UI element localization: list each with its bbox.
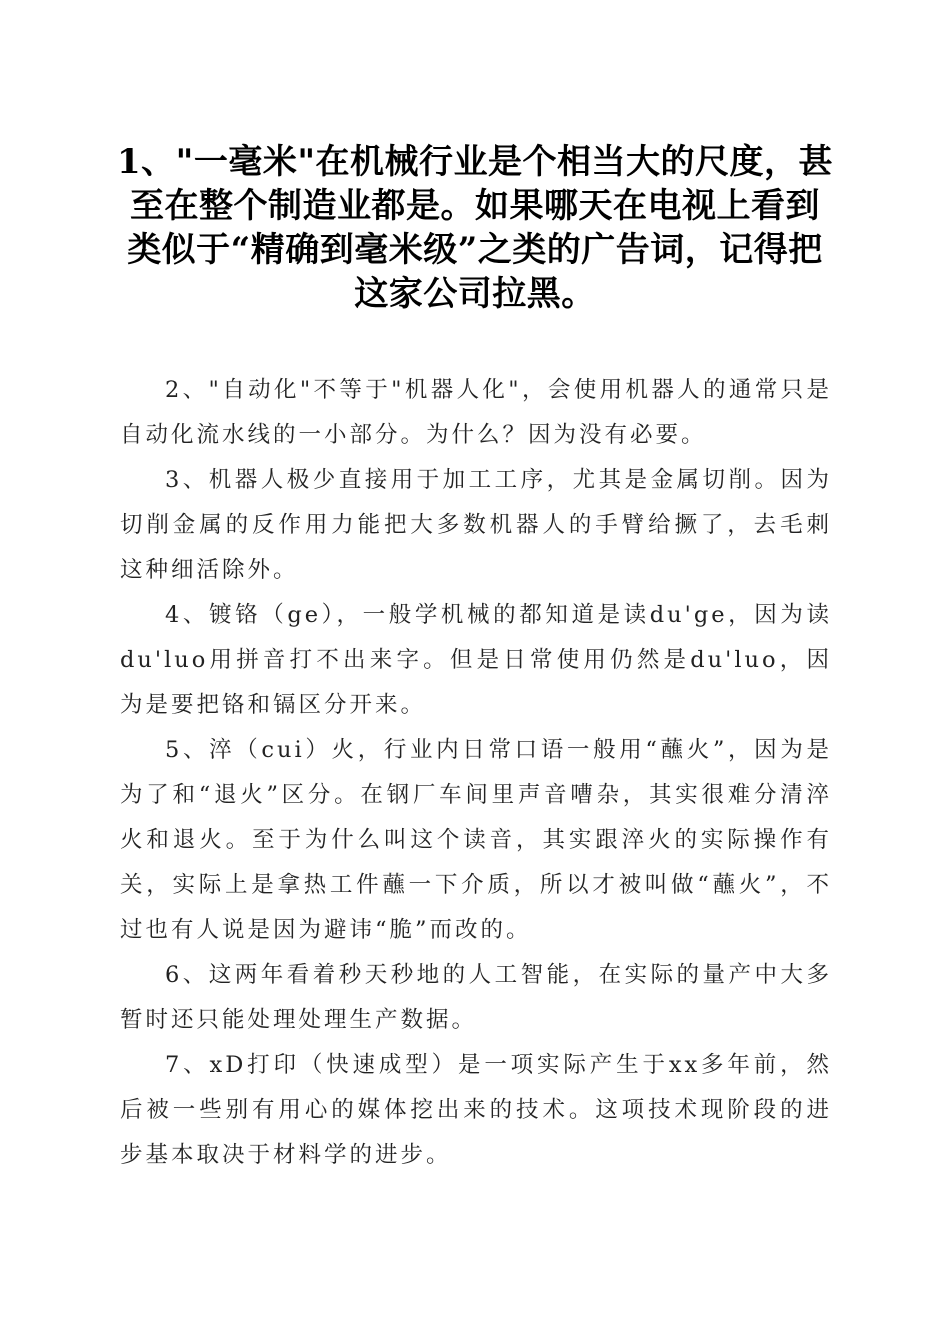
paragraph-4: 4、镀铬（ge），一般学机械的都知道是读du'ge，因为读du'luo用拼音打不出来字。但是日常使用仍然是du'luo，因为是要把铬和镉区分开来。 [120,602,832,718]
paragraph-7: 7、xD打印（快速成型）是一项实际产生于xx多年前，然后被一些别有用心的媒体挖出来的技术。这项技术现阶段的进步基本取决于材料学的进步。 [120,1052,832,1168]
document-body [120,368,832,1178]
paragraph-3: 3、机器人极少直接用于加工工序，尤其是金属切削。因为切削金属的反作用力能把大多数机器人的手臂给撅了，去毛刺这种细活除外。 [120,467,832,583]
paragraph-5: 5、淬（cui）火，行业内日常口语一般用“蘸火”，因为是为了和“退火”区分。在钢厂车间里声音嘈杂，其实很难分清淬火和退火。至于为什么叫这个读音，其实跟淬火的实际操作有关，实际上是拿热工件蘸一下介质，所以才被叫做“蘸火”，不过也有人说是因为避讳“脆”而改的。 [120,737,832,943]
paragraph-6: 6、这两年看着秒天秒地的人工智能，在实际的量产中大多暂时还只能处理处理生产数据。 [120,962,832,1033]
document-heading: 1、"一毫米"在机械行业是个相当大的尺度，甚至在整个制造业都是。如果哪天在电视上看到类似于“精确到毫米级”之类的广告词，记得把这家公司拉黑。 [116,142,834,314]
paragraph-2: 2、"自动化"不等于"机器人化"，会使用机器人的通常只是自动化流水线的一小部分。为什么？因为没有必要。 [120,377,832,448]
